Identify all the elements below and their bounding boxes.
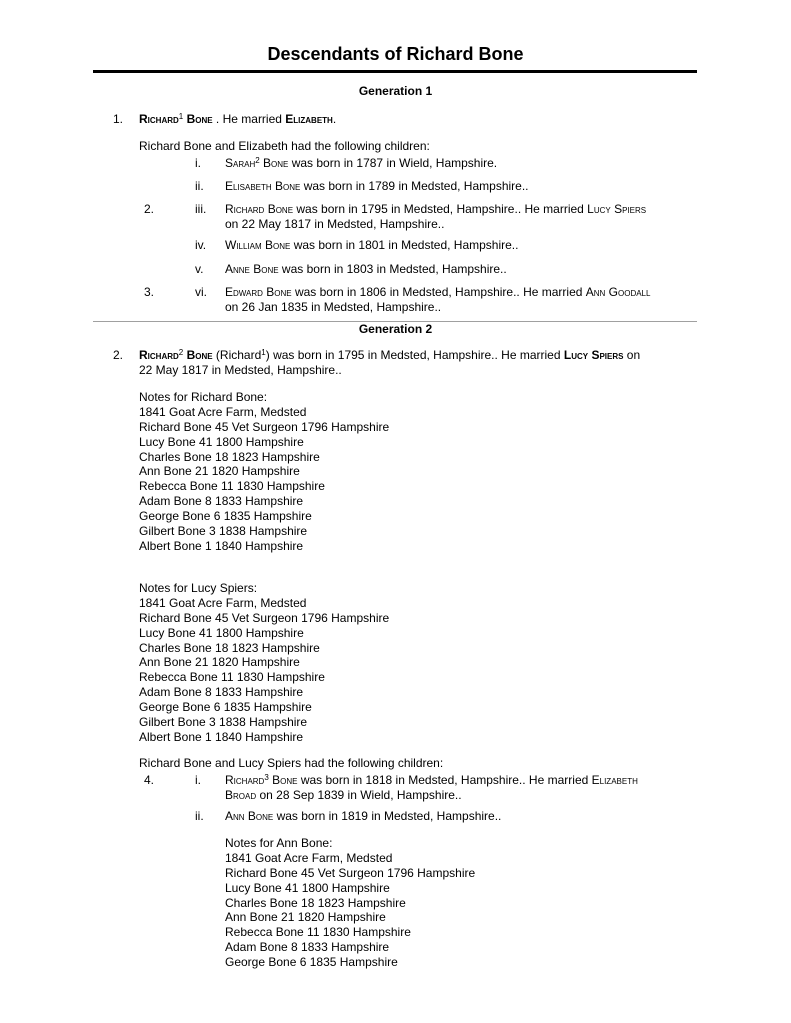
notes-line: Charles Bone 18 1823 Hampshire xyxy=(139,449,320,464)
person-surname: Bone xyxy=(186,112,213,126)
person-entry xyxy=(139,112,336,126)
child-line2-text: on 28 Sep 1839 in Wield, Hampshire.. xyxy=(256,788,462,802)
notes-line: Gilbert Bone 3 1838 Hampshire xyxy=(139,524,308,539)
children-intro: Richard Bone and Elizabeth had the following children: xyxy=(139,139,430,153)
child-sup: 2 xyxy=(255,156,260,165)
notes-line: Lucy Bone 41 1800 Hampshire xyxy=(139,625,304,640)
document-title: Descendants of Richard Bone xyxy=(267,44,524,64)
notes-line: George Bone 6 1835 Hampshire xyxy=(225,955,398,970)
child-roman: iii. xyxy=(195,202,207,216)
notes-heading: Notes for Ann Bone: xyxy=(225,836,333,850)
title-rule xyxy=(93,70,697,73)
generation-sup: 1 xyxy=(178,112,184,121)
person-text-end: on xyxy=(623,348,641,362)
child-rest: was born in 1795 in Medsted, Hampshire.. He married xyxy=(293,202,588,216)
child-first: Ann xyxy=(225,809,245,823)
notes-line: Richard Bone 45 Vet Surgeon 1796 Hampshire xyxy=(225,865,476,880)
child-first: Anne xyxy=(225,262,250,276)
person-name: Richard xyxy=(139,348,179,362)
child-last: Bone xyxy=(275,179,301,193)
child-ref: 4. xyxy=(144,773,155,787)
notes-heading: Notes for Lucy Spiers: xyxy=(139,581,258,595)
child-entry xyxy=(225,179,529,193)
child-rest: was born in 1819 in Medsted, Hampshire.. xyxy=(273,809,502,823)
child-entry xyxy=(225,809,501,823)
child-spouse: Lucy Spiers xyxy=(587,202,647,216)
child-first: Elisabeth xyxy=(225,179,272,193)
notes-richard xyxy=(139,390,389,554)
child-first: Richard xyxy=(225,202,265,216)
notes-line: Ann Bone 21 1820 Hampshire xyxy=(139,464,300,479)
notes-line: Rebecca Bone 11 1830 Hampshire xyxy=(225,925,411,940)
notes-lucy xyxy=(139,581,389,745)
notes-ann xyxy=(225,836,475,970)
notes-line: Gilbert Bone 3 1838 Hampshire xyxy=(139,715,308,730)
child-entry xyxy=(225,202,646,216)
child-rest: was born in 1789 in Medsted, Hampshire.. xyxy=(300,179,529,193)
child-rest: was born in 1803 in Medsted, Hampshire.. xyxy=(278,262,507,276)
person-line2: 22 May 1817 in Medsted, Hampshire.. xyxy=(139,363,342,377)
child-sup: 3 xyxy=(264,773,269,782)
child-roman: v. xyxy=(195,262,204,276)
child-first: William xyxy=(225,238,262,252)
child-ref: 3. xyxy=(144,285,155,299)
notes-line: George Bone 6 1835 Hampshire xyxy=(139,700,312,715)
child-entry xyxy=(225,262,507,276)
notes-line: Adam Bone 8 1833 Hampshire xyxy=(139,685,304,700)
generation-1-heading: Generation 1 xyxy=(358,84,433,98)
notes-line: 1841 Goat Acre Farm, Medsted xyxy=(139,595,307,610)
child-rest: was born in 1787 in Wield, Hampshire. xyxy=(288,156,498,170)
child-roman: vi. xyxy=(195,285,207,299)
person-text: ) was born in 1795 in Medsted, Hampshire.. He married xyxy=(265,348,564,362)
notes-line: 1841 Goat Acre Farm, Medsted xyxy=(225,850,393,865)
person-number: 2. xyxy=(113,348,124,362)
notes-line: Ann Bone 21 1820 Hampshire xyxy=(139,655,300,670)
notes-heading: Notes for Richard Bone: xyxy=(139,390,268,404)
spouse-name: Elizabeth xyxy=(285,112,333,126)
child-roman: ii. xyxy=(195,809,204,823)
child-ref: 2. xyxy=(144,202,155,216)
person-parent: (Richard xyxy=(212,348,262,362)
notes-line: Charles Bone 18 1823 Hampshire xyxy=(225,895,406,910)
notes-line: Charles Bone 18 1823 Hampshire xyxy=(139,640,320,655)
person-number: 1. xyxy=(113,112,124,126)
notes-line: Lucy Bone 41 1800 Hampshire xyxy=(225,880,390,895)
child-last: Bone xyxy=(253,262,279,276)
child-line2: on 22 May 1817 in Medsted, Hampshire.. xyxy=(225,217,445,231)
child-roman: i. xyxy=(195,773,201,787)
notes-line: Richard Bone 45 Vet Surgeon 1796 Hampshire xyxy=(139,419,390,434)
spouse-last: Spiers xyxy=(591,348,624,362)
notes-line: 1841 Goat Acre Farm, Medsted xyxy=(139,404,307,419)
child-rest: was born in 1801 in Medsted, Hampshire.. xyxy=(290,238,519,252)
person-text: . He married xyxy=(212,112,286,126)
person-entry xyxy=(139,348,640,362)
child-roman: iv. xyxy=(195,238,207,252)
child-first: Richard xyxy=(225,773,265,787)
spouse-first: Lucy xyxy=(563,348,589,362)
notes-line: Rebecca Bone 11 1830 Hampshire xyxy=(139,479,325,494)
child-spouse-first: Elizabeth xyxy=(591,773,638,787)
person-surname: Bone xyxy=(186,348,213,362)
children-intro: Richard Bone and Lucy Spiers had the following children: xyxy=(139,756,444,770)
parent-sup: 1 xyxy=(261,348,266,357)
notes-line: Richard Bone 45 Vet Surgeon 1796 Hampshire xyxy=(139,610,390,625)
generation-2-heading: Generation 2 xyxy=(358,322,433,336)
child-line2 xyxy=(225,788,462,802)
child-last: Bone xyxy=(266,285,292,299)
child-spouse: Ann Goodall xyxy=(585,285,651,299)
child-rest: was born in 1818 in Medsted, Hampshire.. He married xyxy=(297,773,592,787)
child-rest: was born in 1806 in Medsted, Hampshire.. He married xyxy=(291,285,586,299)
notes-line: Adam Bone 8 1833 Hampshire xyxy=(139,494,304,509)
notes-line: Albert Bone 1 1840 Hampshire xyxy=(139,538,304,553)
child-first: Sarah xyxy=(225,156,256,170)
child-roman: ii. xyxy=(195,179,204,193)
child-entry xyxy=(225,773,638,787)
person-end: . xyxy=(332,112,337,126)
child-last: Bone xyxy=(263,156,289,170)
child-entry xyxy=(225,238,518,252)
notes-line: Albert Bone 1 1840 Hampshire xyxy=(139,729,304,744)
person-name: Richard xyxy=(139,112,179,126)
child-entry xyxy=(225,285,650,299)
child-last: Bone xyxy=(272,773,298,787)
child-first: Edward xyxy=(225,285,263,299)
notes-line: George Bone 6 1835 Hampshire xyxy=(139,509,312,524)
child-line2: on 26 Jan 1835 in Medsted, Hampshire.. xyxy=(225,300,442,314)
child-entry xyxy=(225,156,497,170)
notes-line: Adam Bone 8 1833 Hampshire xyxy=(225,940,390,955)
notes-line: Lucy Bone 41 1800 Hampshire xyxy=(139,434,304,449)
notes-line: Ann Bone 21 1820 Hampshire xyxy=(225,910,386,925)
child-last: Bone xyxy=(267,202,294,216)
child-last: Bone xyxy=(265,238,291,252)
child-last: Bone xyxy=(247,809,274,823)
child-roman: i. xyxy=(195,156,201,170)
child-spouse-last: Broad xyxy=(225,788,257,802)
generation-sup: 2 xyxy=(178,348,184,357)
notes-line: Rebecca Bone 11 1830 Hampshire xyxy=(139,670,325,685)
